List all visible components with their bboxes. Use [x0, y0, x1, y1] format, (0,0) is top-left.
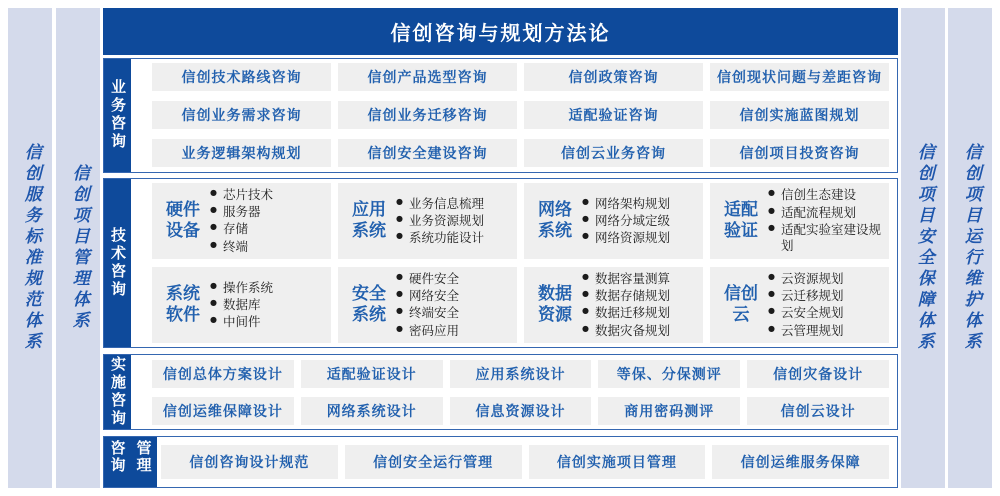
method-item: 信创咨询设计规范 — [161, 445, 338, 479]
tech-group-data-resources — [524, 267, 703, 343]
diagram-title: 信创咨询与规划方法论 — [103, 8, 898, 55]
section-management-label-bar — [104, 437, 157, 487]
tech-group-bullet-list — [582, 187, 699, 255]
method-item: 业务逻辑架构规划 — [152, 139, 331, 167]
method-item: 信创云业务咨询 — [524, 139, 703, 167]
bullet-item: ● 硬件安全 — [396, 271, 513, 287]
bullet-item: ● 系统功能设计 — [396, 230, 513, 246]
bullet-item: ● 网络分域定级 — [582, 213, 699, 229]
method-item: 信创技术路线咨询 — [152, 63, 331, 91]
tech-group-hardware — [152, 183, 331, 259]
tech-group-bullet-list — [210, 271, 327, 339]
bullet-item: ● 业务信息梳理 — [396, 196, 513, 212]
method-item: 信创项目投资咨询 — [710, 139, 889, 167]
bullet-item: ● 适配流程规划 — [768, 205, 885, 221]
tech-group-xinchuang-cloud — [710, 267, 889, 343]
bullet-item: ● 网络架构规划 — [582, 196, 699, 212]
bullet-item: ● 网络安全 — [396, 288, 513, 304]
section-business-label-bar — [104, 59, 131, 172]
bullet-item: ● 数据存储规划 — [582, 288, 699, 304]
bullet-item: ● 终端 — [210, 239, 327, 255]
method-item: 适配验证咨询 — [524, 101, 703, 129]
bullet-item: ● 数据迁移规划 — [582, 305, 699, 321]
method-item: 信创云设计 — [747, 397, 889, 425]
method-item: 信创业务迁移咨询 — [338, 101, 517, 129]
section-business-consulting — [103, 58, 898, 173]
section-implementation-label: 实施咨询 — [109, 356, 127, 429]
section-implementation-consulting — [103, 354, 898, 430]
section-implementation-items — [152, 355, 889, 429]
method-item: 信创安全运行管理 — [345, 445, 522, 479]
section-implementation-label-bar — [104, 355, 131, 429]
bullet-item: ● 云安全规划 — [768, 305, 885, 321]
bullet-item: ● 业务资源规划 — [396, 213, 513, 229]
bullet-item: ● 服务器 — [210, 204, 327, 220]
system-bar-service-standards — [8, 8, 52, 488]
tech-group-title: 数据资源 — [538, 283, 572, 325]
section-business-items — [152, 59, 889, 172]
tech-group-application — [338, 183, 517, 259]
bullet-item: ● 芯片技术 — [210, 187, 327, 203]
method-item: 信创实施项目管理 — [529, 445, 706, 479]
section-technical-consulting — [103, 178, 898, 349]
bullet-item: ● 存储 — [210, 221, 327, 237]
bullet-item: ● 数据灾备规划 — [582, 323, 699, 339]
tech-group-title: 安全系统 — [352, 283, 386, 325]
bullet-item: ● 终端安全 — [396, 305, 513, 321]
system-bar-operation-maintenance — [948, 8, 992, 488]
tech-group-bullet-list — [582, 271, 699, 339]
tech-group-bullet-list — [396, 271, 513, 339]
tech-group-system-software — [152, 267, 331, 343]
section-business-label: 业务咨询 — [109, 79, 127, 152]
method-item: 商用密码测评 — [598, 397, 740, 425]
system-bar-service-standards-label: 信创服务标准规范体系 — [20, 143, 41, 353]
system-bar-project-management — [56, 8, 100, 488]
tech-group-bullet-list — [396, 187, 513, 255]
method-item: 信创安全建设咨询 — [338, 139, 517, 167]
tech-group-bullet-list — [210, 187, 327, 255]
bullet-item: ● 云管理规划 — [768, 323, 885, 339]
bullet-item: ● 网络资源规划 — [582, 230, 699, 246]
tech-group-bullet-list — [768, 187, 885, 255]
section-technical-label: 技术咨询 — [109, 226, 127, 299]
tech-group-title: 系统软件 — [166, 283, 200, 325]
section-management-items — [161, 437, 889, 487]
method-item: 信创灾备设计 — [747, 360, 889, 388]
method-item: 信创业务需求咨询 — [152, 101, 331, 129]
bullet-item: ● 信创生态建设 — [768, 187, 885, 203]
tech-group-bullet-list — [768, 271, 885, 339]
tech-group-title: 信创云 — [724, 283, 758, 325]
tech-group-title: 适配验证 — [724, 199, 758, 241]
method-item: 信创实施蓝图规划 — [710, 101, 889, 129]
bullet-item: ● 中间件 — [210, 314, 327, 330]
system-bar-security-assurance — [901, 8, 945, 488]
tech-group-title: 硬件设备 — [166, 199, 200, 241]
tech-group-security — [338, 267, 517, 343]
system-bar-operation-maintenance-label: 信创项目运行维护体系 — [960, 143, 981, 353]
bullet-item: ● 适配实验室建设规划 — [768, 222, 885, 255]
method-item: 应用系统设计 — [450, 360, 592, 388]
method-item: 网络系统设计 — [301, 397, 443, 425]
method-item: 适配验证设计 — [301, 360, 443, 388]
bullet-item: ● 云迁移规划 — [768, 288, 885, 304]
tech-group-title: 网络系统 — [538, 199, 572, 241]
method-item: 等保、分保测评 — [598, 360, 740, 388]
method-item: 信创产品选型咨询 — [338, 63, 517, 91]
tech-group-title: 应用系统 — [352, 199, 386, 241]
section-consulting-management — [103, 436, 898, 488]
tech-group-network — [524, 183, 703, 259]
section-technical-groups — [152, 179, 889, 348]
bullet-item: ● 云资源规划 — [768, 271, 885, 287]
system-bar-security-assurance-label: 信创项目安全保障体系 — [913, 143, 934, 353]
bullet-item: ● 数据库 — [210, 297, 327, 313]
method-item: 信创运维保障设计 — [152, 397, 294, 425]
method-item: 信创总体方案设计 — [152, 360, 294, 388]
method-item: 信创政策咨询 — [524, 63, 703, 91]
main-panel — [103, 8, 898, 488]
method-item: 信创现状问题与差距咨询 — [710, 63, 889, 91]
bullet-item: ● 密码应用 — [396, 323, 513, 339]
section-technical-label-bar — [104, 179, 131, 348]
bullet-item: ● 数据容量测算 — [582, 271, 699, 287]
method-item: 信息资源设计 — [450, 397, 592, 425]
section-management-label: 咨询管理 — [108, 440, 153, 475]
method-item: 信创运维服务保障 — [712, 445, 889, 479]
tech-group-adaptation — [710, 183, 889, 259]
bullet-item: ● 操作系统 — [210, 280, 327, 296]
system-bar-project-management-label: 信创项目管理体系 — [68, 164, 89, 332]
